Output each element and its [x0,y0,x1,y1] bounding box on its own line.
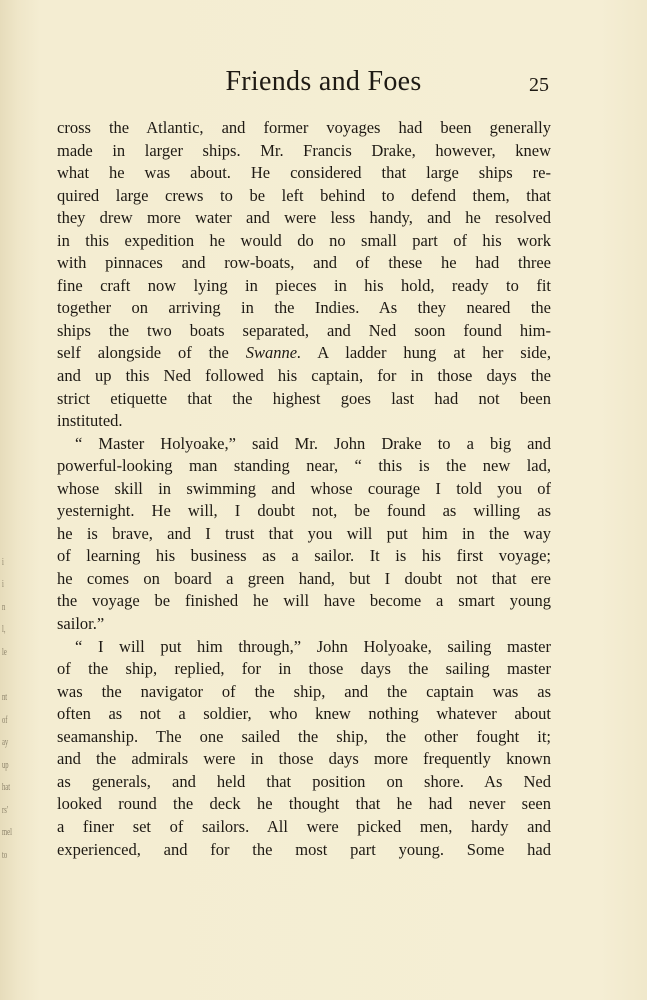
text-line: a finer set of sailors. All were picked men, hardy and [57,816,551,836]
bleed-mark: i [2,556,4,568]
bleed-mark: l, [2,623,6,635]
body-text [57,117,551,861]
bleed-mark: n [2,601,6,613]
text-line: “ I will put him through,” John Holyoake, sailing master [75,636,551,656]
text-line: of the ship, replied, for in those days the sailing master [57,659,551,679]
bleed-mark: le [2,646,7,658]
bleed-mark: hat [2,781,11,793]
gutter-bleed-through [0,540,14,880]
text-line: in this expedition he would do no small part of his work [57,230,551,250]
running-head [0,66,647,102]
text-line: as generals, and held that position on shore. As Ned [57,771,551,791]
bleed-mark: of [2,714,8,726]
bleed-mark: i [2,578,4,590]
text-line: sailor.” [57,614,105,634]
text-line: what he was about. He considered that large ships re- [57,163,551,183]
text-line: with pinnaces and row-boats, and of these he had three [57,253,551,273]
text-line: and the admirals were in those days more frequently known [57,749,551,769]
running-title: Friends and Foes [225,66,422,97]
ship-name: Swanne. [245,343,302,363]
text-line: ships the two boats separated, and Ned soon found him- [57,320,551,340]
text-line: together on arriving in the Indies. As they neared the [57,298,551,318]
text-line: powerful-looking man standing near, “ this is the new lad, [57,456,551,476]
text-line: they drew more water and were less handy, and he resolved [57,208,551,228]
text-fragment: A ladder hung at her side, [301,343,551,363]
text-line: seamanship. The one sailed the ship, the other fought it; [57,726,551,746]
text-line: cross the Atlantic, and former voyages had been generally [57,118,551,137]
text-line: he is brave, and I trust that you will put him in the way [57,523,551,543]
text-fragment: self alongside of the [57,343,246,363]
text-line-with-ship-name [57,342,551,365]
text-line: made in larger ships. Mr. Francis Drake, however, knew [57,140,551,160]
bleed-mark: ay [2,736,9,748]
text-line: and up this Ned followed his captain, for in those days the [57,366,551,386]
text-line: of learning his business as a sailor. It is his first voyage; [57,546,551,566]
bleed-mark: rs' [2,804,8,816]
text-line: was the navigator of the ship, and the captain was as [57,681,551,701]
bleed-mark: to [2,849,8,861]
text-line: looked round the deck he thought that he had never seen [57,794,551,814]
bleed-mark: nt [2,691,8,703]
text-line: whose skill in swimming and whose courage I told you of [57,478,551,498]
bleed-mark: mel [2,826,12,838]
text-line: yesternight. He will, I doubt not, be found as willing as [57,501,551,521]
text-line: strict etiquette that the highest goes last had not been [57,388,551,408]
text-line: instituted. [57,411,123,431]
text-line: quired large crews to be left behind to defend them, that [57,185,551,205]
text-line: the voyage be finished he will have become a smart young [57,591,551,611]
text-line: experienced, and for the most part young. Some had [57,839,551,859]
text-line: “ Master Holyoake,” said Mr. John Drake to a big and [75,433,551,453]
bleed-mark: up [2,759,9,771]
text-line: often as not a soldier, who knew nothing whatever about [57,704,551,724]
text-line: he comes on board a green hand, but I doubt not that ere [57,568,551,588]
text-line: fine craft now lying in pieces in his hold, ready to fit [57,275,551,295]
page-number: 25 [529,74,549,96]
